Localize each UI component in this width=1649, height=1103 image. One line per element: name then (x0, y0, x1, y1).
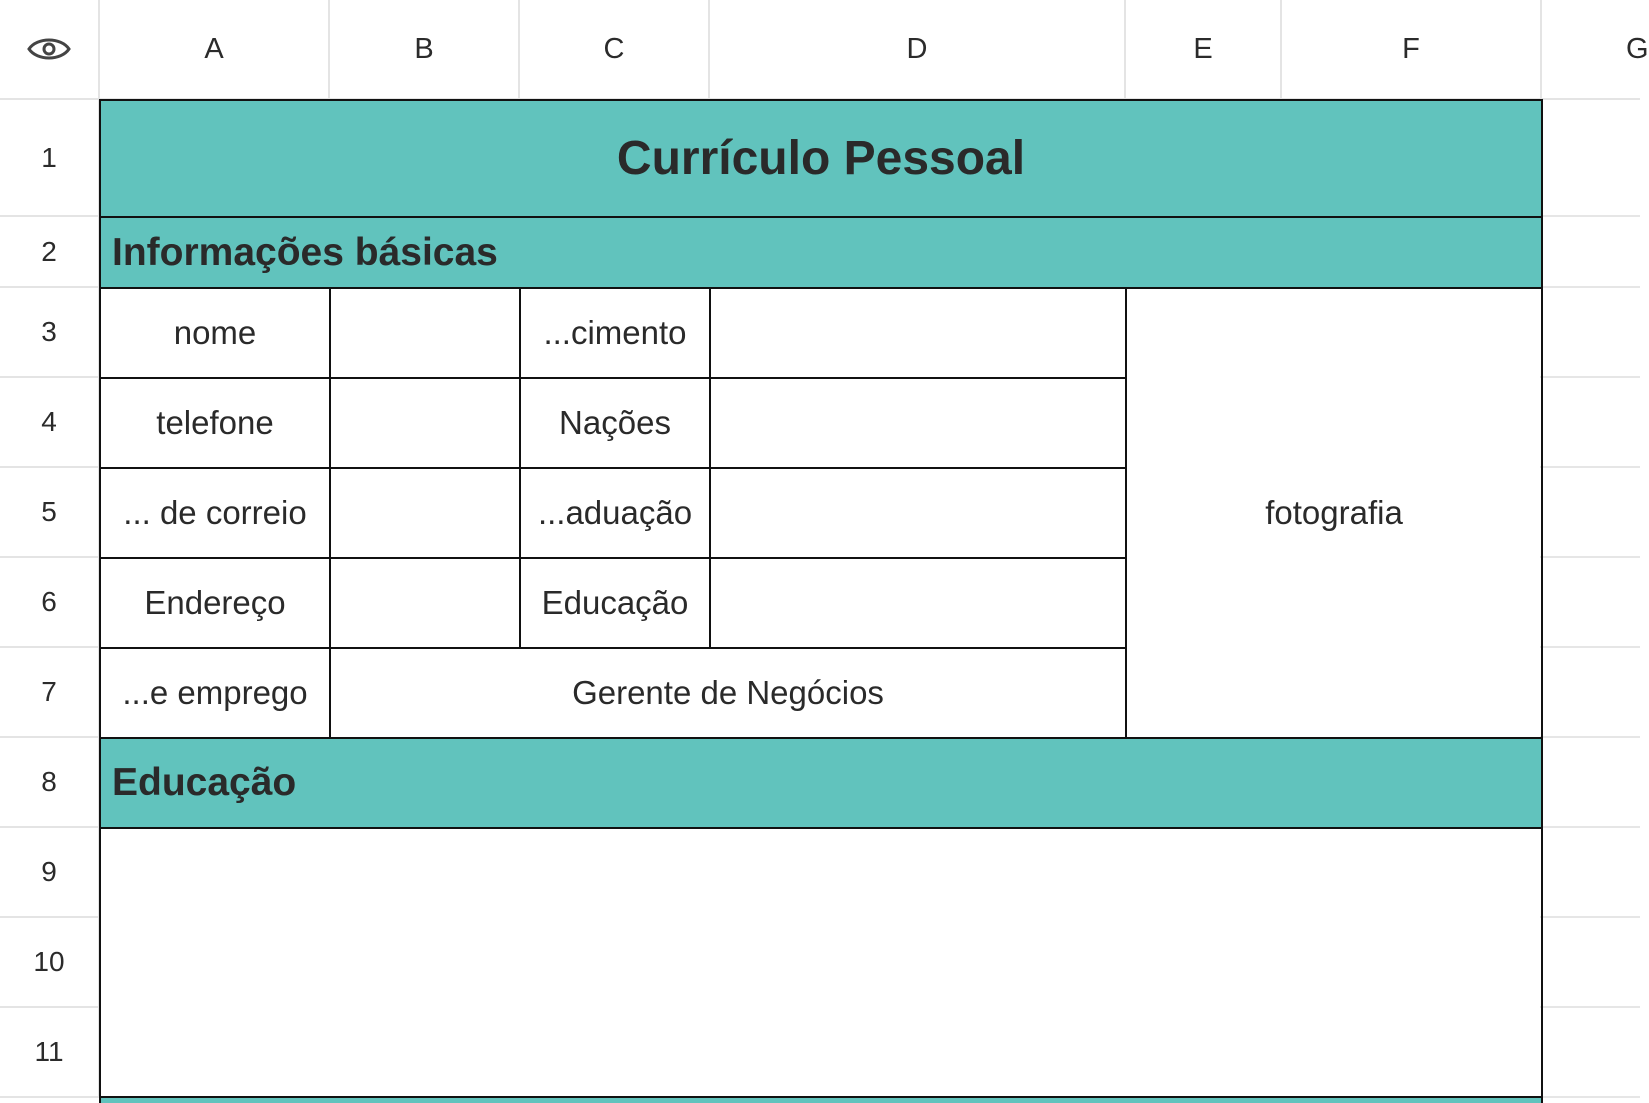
row-header-11[interactable]: 11 (0, 1008, 100, 1098)
border-line (99, 647, 1127, 649)
border-line (1125, 287, 1127, 739)
gridline (1540, 1006, 1640, 1008)
border-line (99, 737, 1543, 739)
value-emprego[interactable]: Gerente de Negócios (572, 674, 884, 711)
row-header-8[interactable]: 8 (0, 738, 100, 828)
select-all-corner[interactable] (0, 0, 100, 100)
eye-icon[interactable] (27, 34, 71, 64)
column-header-g[interactable]: G (1542, 0, 1640, 100)
label-correio[interactable]: ... de correio (123, 494, 307, 531)
label-nacoes[interactable]: Nações (559, 404, 671, 441)
label-telefone[interactable]: telefone (156, 404, 274, 441)
border-line (99, 1096, 1543, 1098)
row-header-4[interactable]: 4 (0, 378, 100, 468)
row-header-3[interactable]: 3 (0, 288, 100, 378)
column-header-e[interactable]: E (1126, 0, 1282, 100)
row-header-7[interactable]: 7 (0, 648, 100, 738)
gridline (1540, 466, 1640, 468)
label-educacao[interactable]: Educação (541, 584, 689, 621)
value-nascimento[interactable] (710, 288, 1126, 378)
border-line (519, 287, 521, 649)
row-header-5[interactable]: 5 (0, 468, 100, 558)
next-section-band (100, 1098, 1542, 1103)
row-header-9[interactable]: 9 (0, 828, 100, 918)
gridline (1540, 1096, 1640, 1098)
value-endereco[interactable] (330, 558, 520, 648)
row-header-6[interactable]: 6 (0, 558, 100, 648)
value-graduacao[interactable] (710, 468, 1126, 558)
label-emprego[interactable]: ...e emprego (122, 674, 308, 711)
gridline (1540, 376, 1640, 378)
gridline (1540, 646, 1640, 648)
label-graduacao[interactable]: ...aduação (537, 494, 693, 531)
photo-cell[interactable]: fotografia (1265, 494, 1403, 531)
gridline (1540, 286, 1640, 288)
border-line (99, 99, 1543, 101)
label-nome[interactable]: nome (173, 314, 257, 351)
border-line (99, 467, 1127, 469)
label-endereco[interactable]: Endereço (144, 584, 286, 621)
column-header-a[interactable]: A (100, 0, 330, 100)
row-header-2[interactable]: 2 (0, 217, 100, 288)
section-basic-info[interactable]: Informações básicas (100, 217, 1542, 288)
border-line (329, 287, 331, 739)
border-line (99, 377, 1127, 379)
gridline (1540, 916, 1640, 918)
border-line (1541, 99, 1543, 1103)
column-header-c[interactable]: C (520, 0, 710, 100)
border-line (709, 287, 711, 649)
column-header-d[interactable]: D (710, 0, 1126, 100)
label-nascimento[interactable]: ...cimento (543, 314, 687, 351)
column-header-f[interactable]: F (1282, 0, 1542, 100)
gridline (1540, 556, 1640, 558)
border-line (99, 827, 1543, 829)
gridline (1540, 736, 1640, 738)
title-cell[interactable]: Currículo Pessoal (100, 100, 1542, 217)
border-line (99, 557, 1127, 559)
value-correio[interactable] (330, 468, 520, 558)
gridline (1540, 215, 1640, 217)
value-educacao[interactable] (710, 558, 1126, 648)
border-line (99, 216, 1543, 218)
value-nome[interactable] (330, 288, 520, 378)
row-header-1[interactable]: 1 (0, 100, 100, 217)
border-line (99, 287, 1543, 289)
column-header-b[interactable]: B (330, 0, 520, 100)
gridline (1540, 826, 1640, 828)
education-content-area[interactable] (100, 828, 1542, 1098)
section-education[interactable]: Educação (100, 738, 1542, 828)
value-telefone[interactable] (330, 378, 520, 468)
row-header-10[interactable]: 10 (0, 918, 100, 1008)
value-nacoes[interactable] (710, 378, 1126, 468)
border-line (99, 99, 101, 1103)
